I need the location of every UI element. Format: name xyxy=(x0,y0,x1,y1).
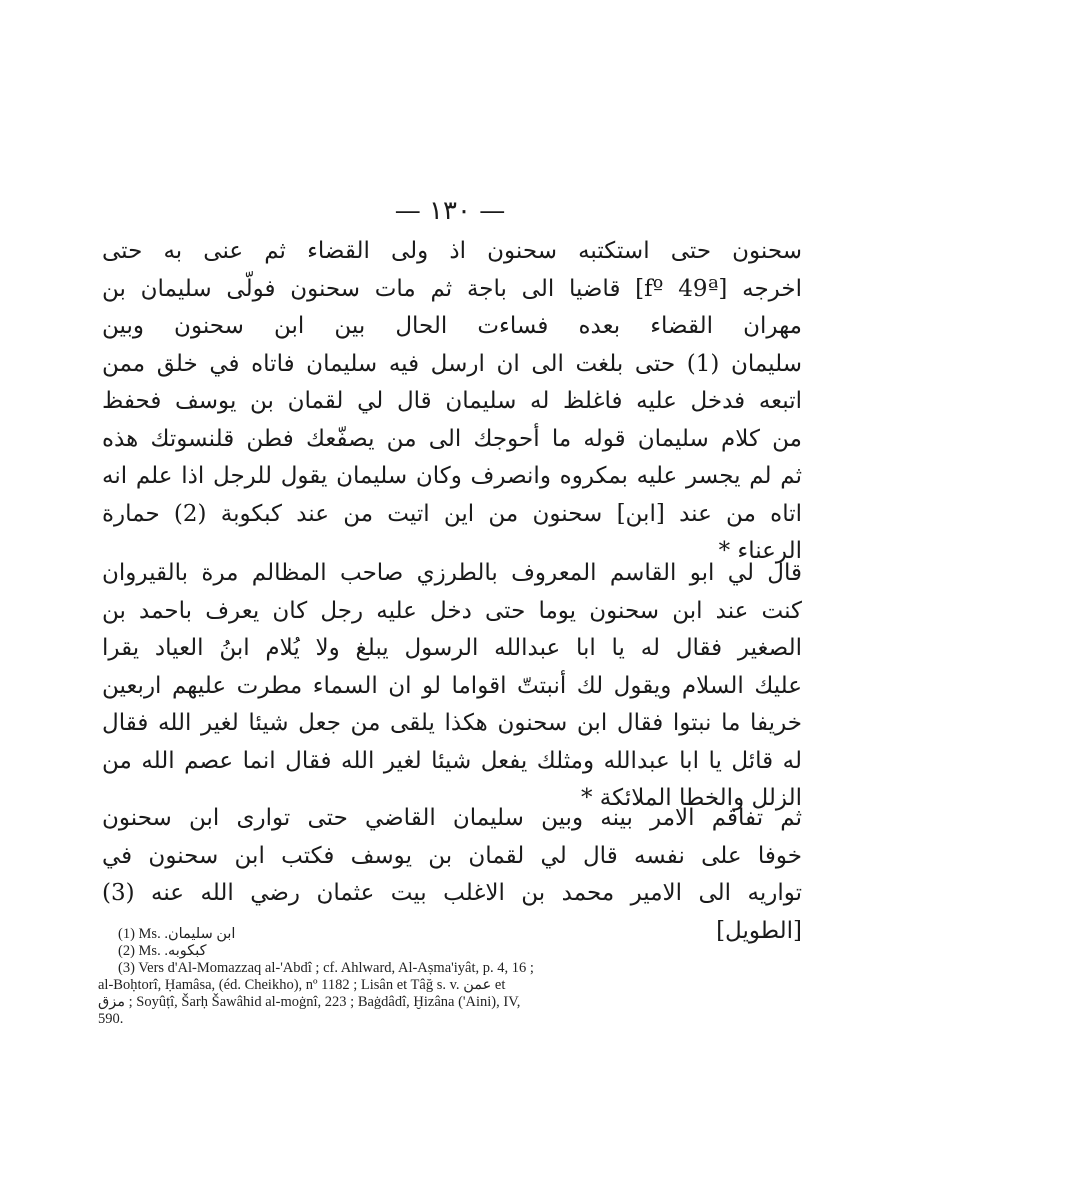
paragraph-1 xyxy=(102,233,802,571)
footnote-3-cont: al-Boḥtorî, Ḥamâsa, (éd. Cheikho), nº 1182 ; Lisân et Tâğ s. v. عمن et xyxy=(98,977,506,993)
text-line: خريفا ما نبتوا فقال ابن سحنون هكذا يلقى من جعل شيئا لغير الله فقال xyxy=(102,710,802,736)
text-line: الصغير فقال له يا ابا عبدالله الرسول يبلغ ولا يُلام ابنُ العياد يقرا xyxy=(102,635,802,661)
text-line: سليمان (1) حتى بلغت الى ان ارسل فيه سليمان فاتاه في خلق ممن xyxy=(102,350,802,377)
footnote-3: (3) Vers d'Al-Momazzaq al-'Abdî ; cf. Ahlward, Al-Aṣma'iyât, p. 4, 16 ; xyxy=(118,960,534,976)
footnote-3-cont: 590. xyxy=(98,1011,124,1027)
text-line: سحنون حتى استكتبه سحنون اذ ولى القضاء ثم عنى به حتى xyxy=(102,238,802,264)
text-line: خوفا على نفسه قال لي لقمان بن يوسف فكتب ابن سحنون في xyxy=(102,842,802,869)
text-line: ثم لم يجسر عليه بمكروه وانصرف وكان سليمان يقول للرجل اذا علم انه xyxy=(102,463,802,489)
footnote-2 xyxy=(98,943,778,960)
footnote-3-cont: مزق ; Soyûṭî, Šarḥ Šawâhid al-moġnî, 223 ; Baġdâdî, Ḫizâna ('Aini), IV, xyxy=(98,994,521,1010)
page-number: — ١٣٠ — xyxy=(394,196,506,226)
text-line: من كلام سليمان قوله ما أحوجك الى من يصفّعك فطن قلنسوتك هذه xyxy=(102,425,802,452)
text-line: الزلل والخطا الملائكة * xyxy=(580,785,802,811)
text-line: اخرجه [fº 49ª] قاضيا الى باجة ثم مات سحنون فولّى سليمان بن xyxy=(102,275,802,302)
text-line: اتبعه فدخل عليه فاغلظ له سليمان قال لي لقمان بن يوسف فحفظ xyxy=(102,388,802,414)
footnote-label: (2) Ms. xyxy=(118,943,161,959)
text-line: مهران القضاء بعده فساءت الحال بين ابن سحنون وبين xyxy=(102,313,802,339)
footnote-text: ابن سليمان. xyxy=(164,926,236,942)
footnote-label: (1) Ms. xyxy=(118,926,161,942)
text-line: [الطويل] xyxy=(716,917,802,944)
text-line: عليك السلام ويقول لك أنبتتّ اقواما لو ان السماء مطرت عليهم اربعين xyxy=(102,672,802,699)
text-line: كنت عند ابن سحنون يوما حتى دخل عليه رجل كان يعرف باحمد بن xyxy=(102,597,802,624)
footnotes xyxy=(98,926,778,1028)
text-line: له قائل يا ابا عبدالله ومثلك يفعل شيئا لغير الله فقال انما عصم الله من xyxy=(102,747,802,774)
text-line: الرعناء * xyxy=(718,538,802,564)
footnote-text: كبكوبه. xyxy=(164,943,207,959)
text-line: ثم تفاقم الامر بينه وبين سليمان القاضي حتى توارى ابن سحنون xyxy=(102,805,802,831)
paragraph-2 xyxy=(102,555,802,818)
text-line: تواريه الى الامير محمد بن الاغلب بيت عثمان رضي الله عنه (3) xyxy=(102,880,802,906)
text-line: اتاه من عند [ابن] سحنون من اين اتيت من عند كبكوبة (2) حمارة xyxy=(102,500,802,527)
footnote-1 xyxy=(98,926,778,943)
text-line: قال لي ابو القاسم المعروف بالطرزي صاحب المظالم مرة بالقيروان xyxy=(102,560,802,586)
